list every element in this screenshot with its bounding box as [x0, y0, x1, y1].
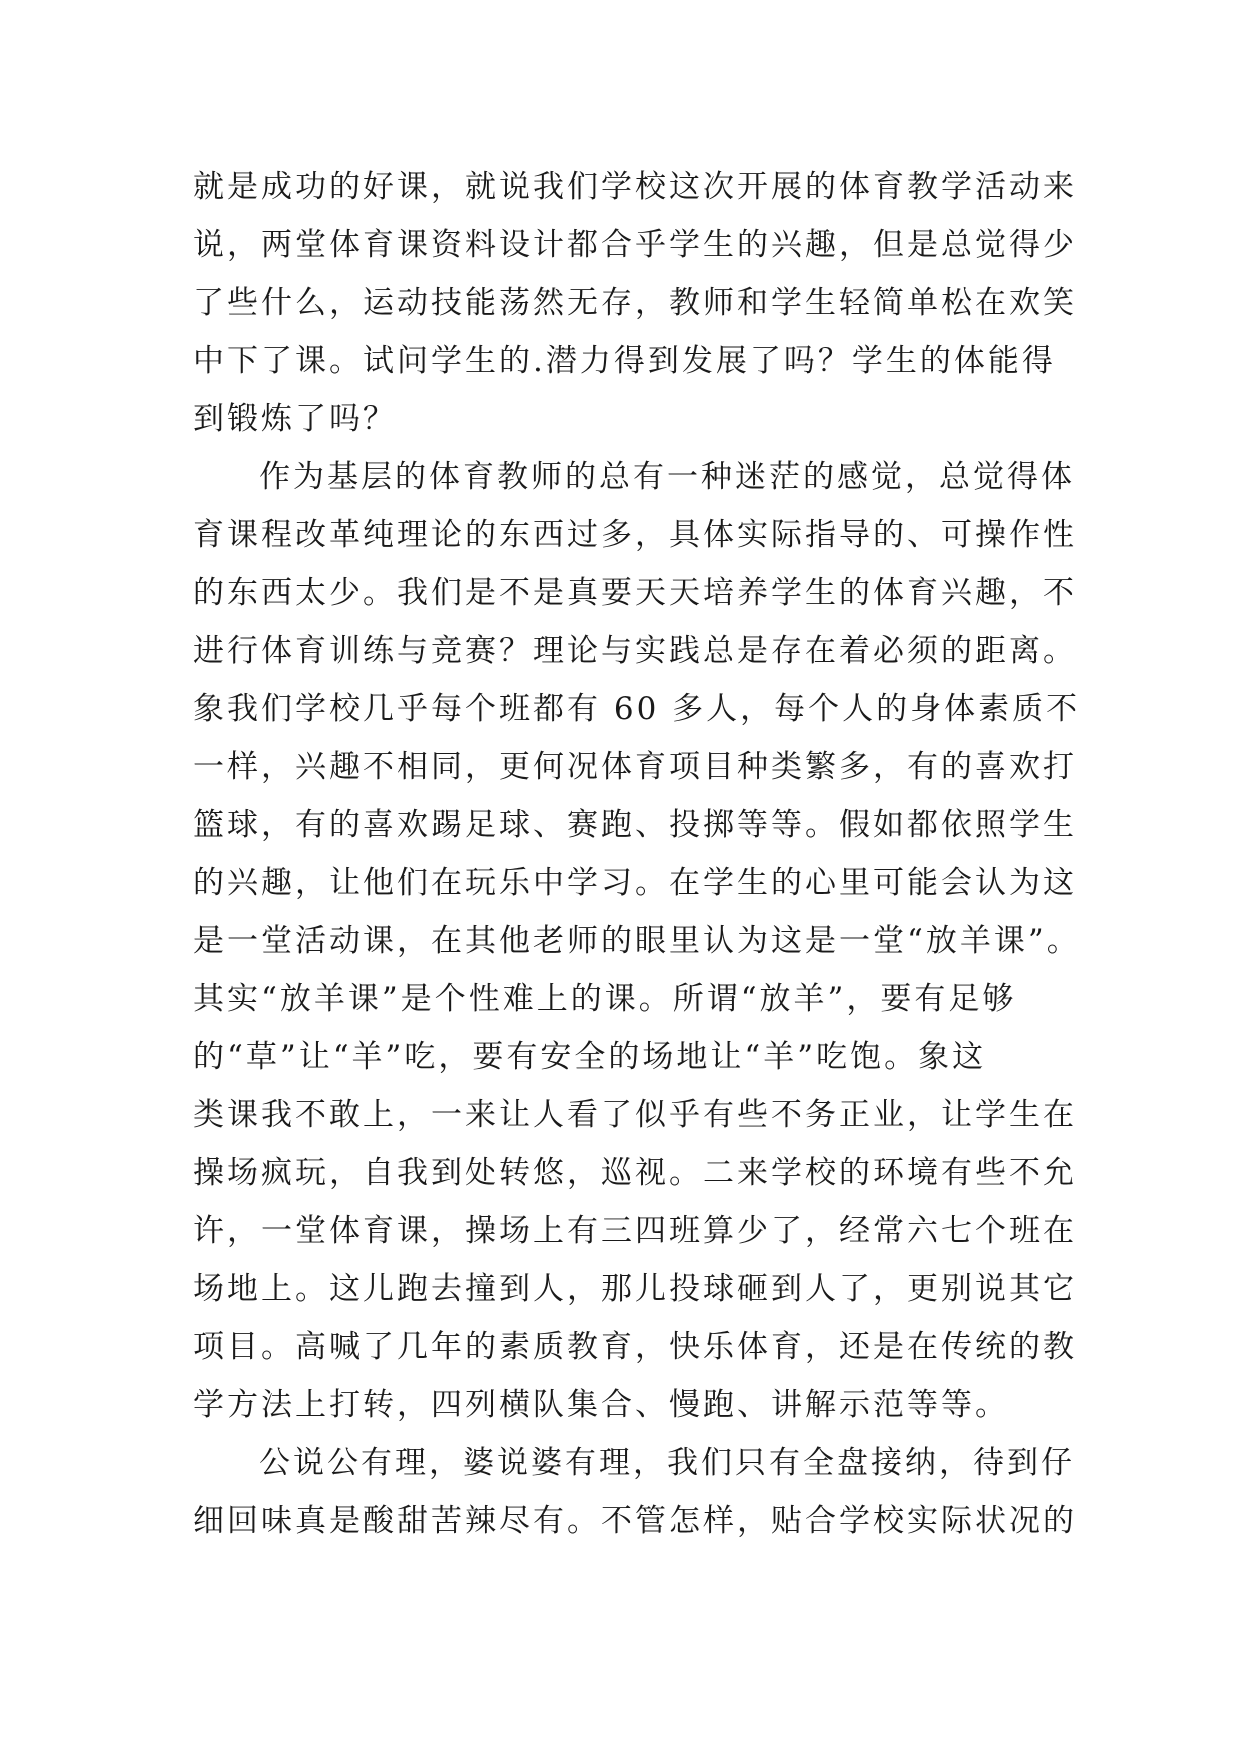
text-line: 篮球，有的喜欢踢足球、赛跑、投掷等等。假如都依照学生: [193, 807, 1077, 843]
text-line: 说，两堂体育课资料设计都合乎学生的兴趣，但是总觉得少: [193, 227, 1077, 263]
text-line: 许，一堂体育课，操场上有三四班算少了，经常六七个班在: [193, 1213, 1077, 1249]
text-line: 的兴趣，让他们在玩乐中学习。在学生的心里可能会认为这: [193, 865, 1077, 901]
text-line: 学方法上打转，四列横队集合、慢跑、讲解示范等等。: [193, 1387, 1009, 1423]
text-line: 公说公有理，婆说婆有理，我们只有全盘接纳，待到仔: [259, 1445, 1075, 1481]
text-line: 进行体育训练与竞赛？理论与实践总是存在着必须的距离。: [193, 633, 1077, 669]
text-line: 是一堂活动课，在其他老师的眼里认为这是一堂“放羊课”。: [193, 923, 1081, 959]
text-line: 操场疯玩，自我到处转悠，巡视。二来学校的环境有些不允: [193, 1155, 1077, 1191]
text-line: 育课程改革纯理论的东西过多，具体实际指导的、可操作性: [193, 517, 1077, 553]
text-line: 其实“放羊课”是个性难上的课。所谓“放羊”，要有足够: [193, 981, 1017, 1017]
text-line: 中下了课。试问学生的.潜力得到发展了吗？学生的体能得: [193, 343, 1056, 379]
text-line: 就是成功的好课，就说我们学校这次开展的体育教学活动来: [193, 169, 1077, 205]
text-line: 场地上。这儿跑去撞到人，那儿投球砸到人了，更别说其它: [193, 1271, 1077, 1307]
text-line: 的“草”让“羊”吃，要有安全的场地让“羊”吃饱。象这: [193, 1039, 987, 1075]
text-line: 类课我不敢上，一来让人看了似乎有些不务正业，让学生在: [193, 1097, 1077, 1133]
text-line: 了些什么，运动技能荡然无存，教师和学生轻简单松在欢笑: [193, 285, 1077, 321]
text-line: 的东西太少。我们是不是真要天天培养学生的体育兴趣，不: [193, 575, 1077, 611]
paragraph-1: [193, 158, 1077, 448]
paragraph-3: [193, 1434, 1077, 1550]
text-line: 象我们学校几乎每个班都有 60 多人，每个人的身体素质不: [193, 691, 1081, 727]
body-text: [193, 158, 1081, 1550]
paragraph-2: [193, 448, 1081, 1434]
text-line: 到锻炼了吗？: [193, 401, 397, 437]
text-line: 项目。高喊了几年的素质教育，快乐体育，还是在传统的教: [193, 1329, 1077, 1365]
text-line: 细回味真是酸甜苦辣尽有。不管怎样，贴合学校实际状况的: [193, 1503, 1077, 1539]
text-line: 作为基层的体育教师的总有一种迷茫的感觉，总觉得体: [259, 459, 1075, 495]
text-line: 一样，兴趣不相同，更何况体育项目种类繁多，有的喜欢打: [193, 749, 1077, 785]
